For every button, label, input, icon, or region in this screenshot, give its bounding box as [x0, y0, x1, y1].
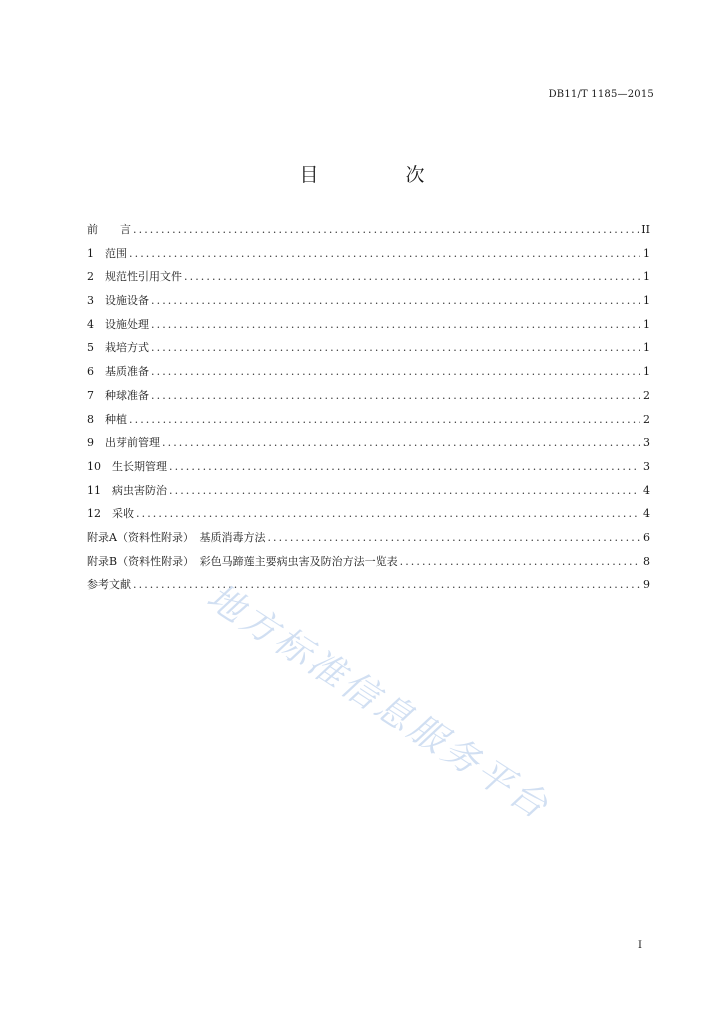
toc-entry-page: 9: [643, 578, 650, 592]
page-title: 目 次: [299, 164, 459, 186]
toc-entry[interactable]: [87, 218, 650, 242]
toc-entry-label: 9 出芽前管理: [87, 436, 160, 450]
toc-entry-page: 6: [643, 530, 650, 544]
toc-entry-page: 3: [643, 459, 650, 473]
toc-entry[interactable]: [87, 431, 650, 455]
toc-entry-label: 10 生长期管理: [87, 459, 167, 473]
toc-entry-label: 4 设施处理: [87, 317, 149, 331]
toc-leader-dots: [151, 360, 640, 384]
toc-entry-label: 1 范围: [87, 246, 127, 260]
toc-entry[interactable]: [87, 550, 650, 574]
toc-entry-page: 1: [643, 294, 650, 308]
toc-entry-page: 8: [643, 554, 650, 568]
toc-entry-label: 12 采收: [87, 507, 134, 521]
toc-leader-dots: [151, 384, 640, 408]
toc-entry[interactable]: [87, 408, 650, 432]
toc-entry[interactable]: [87, 265, 650, 289]
toc-entry-label: 11 病虫害防治: [87, 483, 167, 497]
toc-leader-dots: [184, 265, 640, 289]
toc-entry-page: 1: [643, 341, 650, 355]
toc-entry-label: 7 种球准备: [87, 388, 149, 402]
toc-entry[interactable]: [87, 479, 650, 503]
toc-leader-dots: [169, 455, 640, 479]
toc-entry-page: 4: [643, 507, 650, 521]
table-of-contents: [87, 218, 650, 597]
toc-entry-label: 5 栽培方式: [87, 341, 149, 355]
toc-entry-label: 6 基质准备: [87, 365, 149, 379]
toc-entry[interactable]: [87, 573, 650, 597]
toc-leader-dots: [169, 479, 640, 503]
toc-leader-dots: [151, 289, 640, 313]
toc-leader-dots: [400, 550, 640, 574]
toc-leader-dots: [129, 408, 640, 432]
toc-leader-dots: [151, 336, 640, 360]
toc-leader-dots: [136, 502, 640, 526]
toc-entry-label: 附录A（资料性附录） 基质消毒方法: [87, 530, 266, 544]
toc-entry-page: 1: [643, 246, 650, 260]
toc-entry-page: 2: [643, 388, 650, 402]
toc-entry-label: 2 规范性引用文件: [87, 270, 182, 284]
toc-leader-dots: [133, 218, 639, 242]
toc-entry[interactable]: [87, 289, 650, 313]
document-code: DB11/T 1185—2015: [548, 89, 654, 100]
toc-entry[interactable]: [87, 313, 650, 337]
toc-entry-label: 8 种植: [87, 412, 127, 426]
toc-leader-dots: [267, 526, 640, 550]
toc-entry-label: 3 设施设备: [87, 294, 149, 308]
toc-entry[interactable]: [87, 242, 650, 266]
toc-leader-dots: [151, 313, 640, 337]
toc-leader-dots: [133, 573, 640, 597]
toc-entry-page: 2: [643, 412, 650, 426]
toc-entry-label: 参考文献: [87, 578, 131, 592]
watermark-text: 地方标准信息服务平台: [199, 576, 558, 829]
toc-entry-page: 1: [643, 270, 650, 284]
toc-entry-page: 4: [643, 483, 650, 497]
toc-entry-page: II: [641, 223, 650, 236]
toc-entry[interactable]: [87, 502, 650, 526]
toc-entry[interactable]: [87, 336, 650, 360]
toc-entry[interactable]: [87, 526, 650, 550]
toc-entry[interactable]: [87, 360, 650, 384]
page-number: I: [638, 940, 642, 951]
toc-entry[interactable]: [87, 384, 650, 408]
toc-entry-page: 3: [643, 436, 650, 450]
toc-leader-dots: [129, 242, 640, 266]
toc-entry[interactable]: [87, 455, 650, 479]
toc-leader-dots: [162, 431, 640, 455]
toc-entry-page: 1: [643, 317, 650, 331]
toc-entry-page: 1: [643, 365, 650, 379]
toc-entry-label: 前 言: [87, 223, 131, 236]
toc-entry-label: 附录B（资料性附录） 彩色马蹄莲主要病虫害及防治方法一览表: [87, 554, 398, 568]
